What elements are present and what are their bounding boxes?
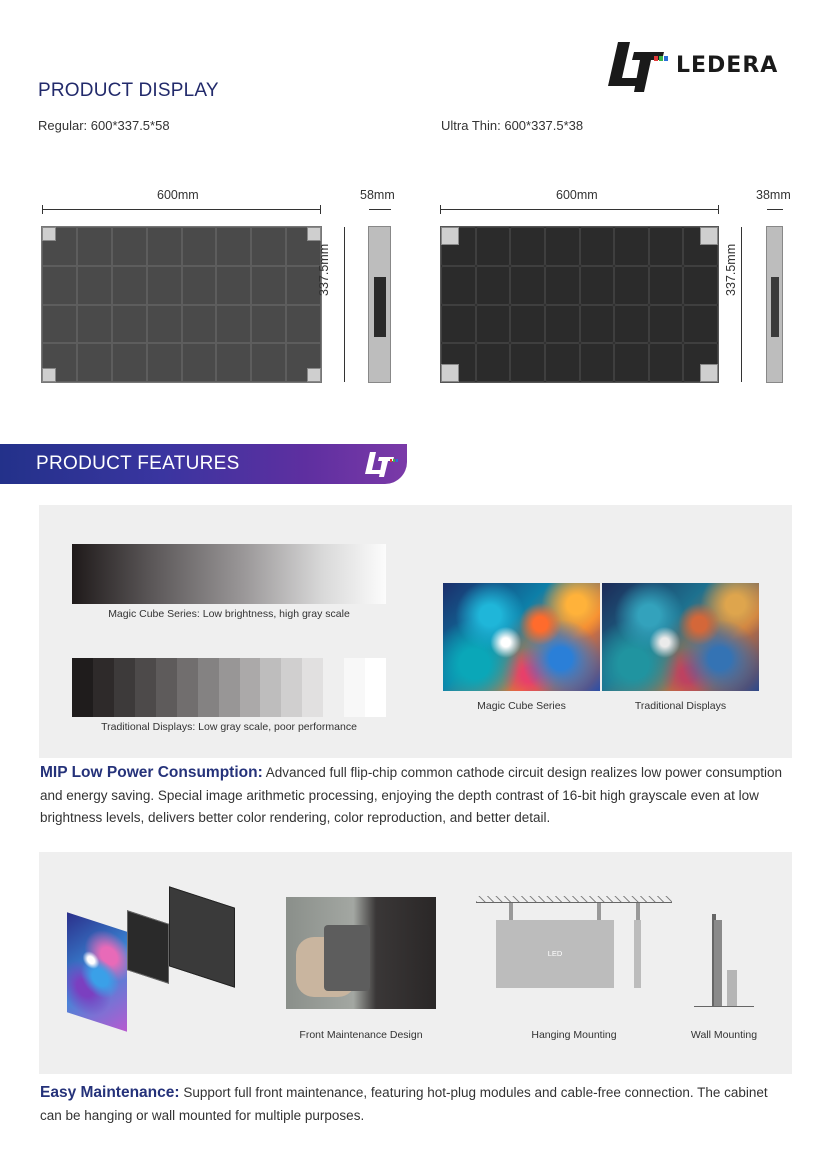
wall-caption: Wall Mounting xyxy=(690,1029,758,1041)
wall-panel xyxy=(714,920,722,1006)
magic-sample-image xyxy=(443,583,600,691)
gray-step xyxy=(93,658,114,717)
gray-step xyxy=(72,658,93,717)
mip-paragraph xyxy=(40,762,792,830)
ceiling-hatch xyxy=(476,896,672,902)
front-maintenance-caption: Front Maintenance Design xyxy=(299,1029,423,1041)
ultra-width-label: 600mm xyxy=(556,188,598,202)
regular-depth-label: 58mm xyxy=(360,188,395,202)
regular-spec: Regular: 600*337.5*58 xyxy=(38,118,170,133)
product-features-title: PRODUCT FEATURES xyxy=(36,453,240,474)
regular-height-line xyxy=(344,227,345,382)
cabinet-back-illustration xyxy=(169,886,235,987)
brand-name: LEDERA xyxy=(676,53,779,78)
cabinet-frame-illustration xyxy=(127,910,169,984)
maintenance-text: Support full front maintenance, featuring hot-plug modules and cable-free connection. The cabinet can be hanging or wall mounted for multiple purposes. xyxy=(40,1085,768,1123)
logo-mark-icon xyxy=(604,38,674,94)
magic-gradient-bar xyxy=(72,544,386,604)
hanging-led-box xyxy=(496,920,614,988)
wall-bracket xyxy=(727,970,737,1006)
logo-mark-small-icon xyxy=(364,450,404,478)
gray-step xyxy=(240,658,261,717)
gray-step xyxy=(302,658,323,717)
brand-logo xyxy=(604,38,800,94)
hanging-side-box xyxy=(634,920,641,988)
gray-step xyxy=(156,658,177,717)
magic-image-caption: Magic Cube Series xyxy=(477,700,566,712)
ultra-height-label: 337.5mm xyxy=(724,243,738,296)
dim-tick xyxy=(320,205,321,214)
mip-lead: MIP Low Power Consumption: xyxy=(40,764,263,781)
gray-step xyxy=(219,658,240,717)
gray-step xyxy=(135,658,156,717)
product-display-title: PRODUCT DISPLAY xyxy=(38,80,219,101)
traditional-caption: Traditional Displays: Low gray scale, poor performance xyxy=(101,721,357,733)
front-maintenance-photo xyxy=(286,897,436,1009)
gray-step xyxy=(198,658,219,717)
display-module-illustration xyxy=(67,912,127,1031)
regular-width-line xyxy=(42,209,321,210)
traditional-image-caption: Traditional Displays xyxy=(634,700,727,712)
regular-panel-side xyxy=(368,226,391,383)
module-grid xyxy=(42,227,321,382)
regular-depth-line xyxy=(369,209,391,210)
maintenance-paragraph xyxy=(40,1082,792,1127)
gray-step xyxy=(177,658,198,717)
ultra-depth-line xyxy=(767,209,783,210)
ultra-height-line xyxy=(741,227,742,382)
dim-tick xyxy=(718,205,719,214)
ultra-panel-side xyxy=(766,226,783,383)
hanging-caption: Hanging Mounting xyxy=(531,1029,617,1041)
maintenance-lead: Easy Maintenance: xyxy=(40,1084,180,1101)
traditional-steps-bar xyxy=(72,658,386,717)
gray-step xyxy=(114,658,135,717)
dim-tick xyxy=(42,205,43,214)
mip-text: Advanced full flip-chip common cathode circuit design realizes low power consumption and energy saving. Special image arithmetic processing, enjoying the depth contrast of 16-bit high grayscale even at low brightness levels, delivers better color rendering, color reproduction, and better detail. xyxy=(40,765,783,825)
comparison-panel xyxy=(39,505,792,758)
gray-step xyxy=(344,658,365,717)
gray-step xyxy=(260,658,281,717)
module-grid xyxy=(441,227,718,382)
regular-panel-front xyxy=(41,226,322,383)
ultra-panel-front xyxy=(440,226,719,383)
ultra-depth-label: 38mm xyxy=(756,188,791,202)
product-features-banner xyxy=(0,444,407,484)
regular-width-label: 600mm xyxy=(157,188,199,202)
magic-caption: Magic Cube Series: Low brightness, high gray scale xyxy=(108,608,350,620)
led-label: LED xyxy=(547,949,563,958)
regular-height-label: 337.5mm xyxy=(317,243,331,296)
gray-step xyxy=(365,658,386,717)
gray-step xyxy=(323,658,344,717)
maintenance-panel xyxy=(39,852,792,1074)
gray-step xyxy=(281,658,302,717)
floor-line xyxy=(694,1006,754,1007)
traditional-sample-image xyxy=(602,583,759,691)
dim-tick xyxy=(440,205,441,214)
ceiling-line xyxy=(476,902,672,903)
ultra-width-line xyxy=(440,209,719,210)
ultra-thin-spec: Ultra Thin: 600*337.5*38 xyxy=(441,118,584,133)
